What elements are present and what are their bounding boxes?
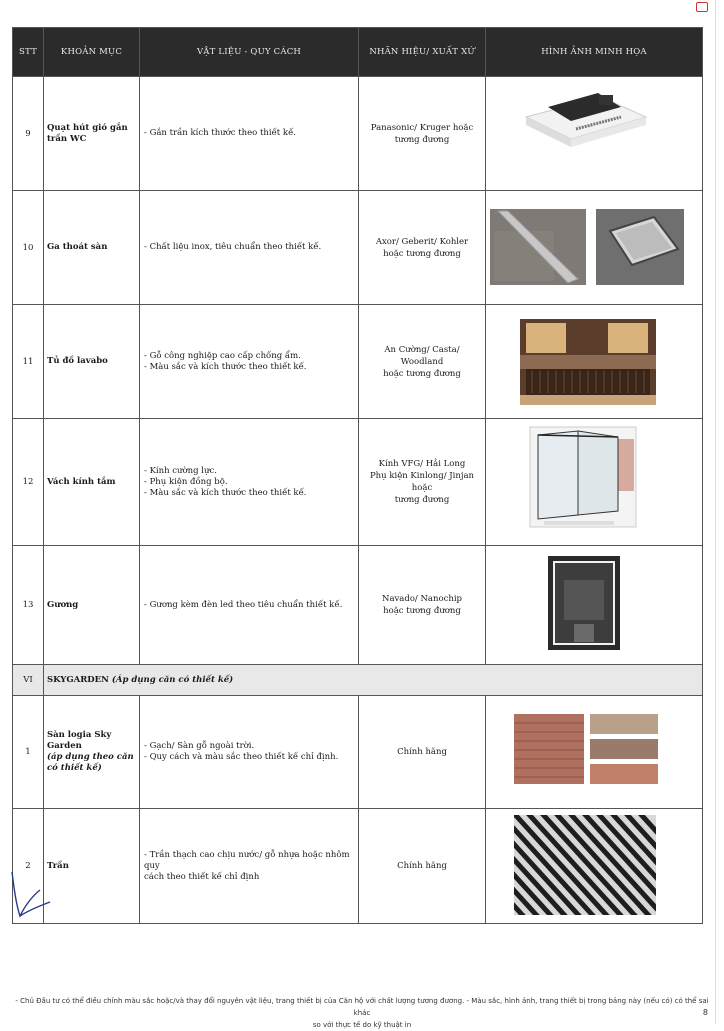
row-stt: 11 [13,305,44,419]
material-line: - Gắn trần kích thước theo thiết kế. [144,128,296,138]
table-row [13,77,703,191]
material-line: - Phụ kiện đồng bộ. [144,476,228,487]
material-line: - Gương kèm đèn led theo tiêu chuẩn thiết kế. [144,599,343,610]
row-item: Gương [44,546,140,665]
row-material [140,191,359,305]
corner-mark [696,2,708,12]
header-image: HÌNH ẢNH MINH HỌA [486,28,703,77]
ceiling-slats-image [486,809,703,923]
row-brand [359,546,486,665]
item-subtitle: (áp dụng theo căn có thiết kế) [47,752,134,773]
row-material [140,419,359,546]
material-line: - Gỗ công nghiệp cao cấp chống ẩm. [144,350,301,361]
row-material [140,77,359,191]
row-brand [359,809,486,924]
led-mirror-image [486,546,703,664]
brand-line: tương đương [394,495,450,505]
row-brand [359,305,486,419]
table-header-row [13,28,703,77]
row-stt: 2 [13,809,44,924]
row-image [486,305,703,419]
row-stt: 12 [13,419,44,546]
row-brand [359,77,486,191]
material-line: - Màu sắc và kích thước theo thiết kế. [144,487,307,498]
material-line: - Chất liệu inox, tiêu chuẩn theo thiết kế. [144,242,322,252]
brand-line: hoặc tương đương [383,248,461,259]
row-stt: 10 [13,191,44,305]
spec-table [12,27,703,924]
row-image [486,696,703,809]
table-row [13,696,703,809]
page-edge-line [715,0,716,1024]
material-line: cách theo thiết kế chỉ định [144,871,260,882]
row-item: Trần [44,809,140,924]
row-image [486,419,703,546]
page-number: 8 [702,1008,708,1017]
brand-line: Navado/ Nanochip [382,594,462,604]
brand-line: An Cường/ Casta/ Woodland [384,344,460,367]
row-material [140,809,359,924]
header-item: KHOẢN MỤC [44,28,140,77]
row-material [140,305,359,419]
row-item [44,696,140,809]
row-item: Vách kính tắm [44,419,140,546]
table-row [13,305,703,419]
brand-line: Chính hãng [397,747,447,757]
row-brand [359,419,486,546]
vanity-cabinet-image [486,305,703,418]
footer-note [12,995,712,1031]
row-brand [359,696,486,809]
section-stt: VI [13,665,44,696]
floor-drain-image [486,191,703,304]
row-stt: 9 [13,77,44,191]
material-line: - Màu sắc và kích thước theo thiết kế. [144,361,307,372]
header-brand: NHÃN HIỆU/ XUẤT XỨ [359,28,486,77]
row-stt: 13 [13,546,44,665]
row-image [486,809,703,924]
row-material [140,546,359,665]
material-line: - Quy cách và màu sắc theo thiết kế chỉ định. [144,752,339,762]
header-stt: STT [13,28,44,77]
brand-line: hoặc tương đương [383,606,461,616]
brand-line: Axor/ Geberit/ Kohler [375,236,469,247]
item-title: Sàn logia Sky Garden [47,730,112,751]
logia-floor-image [486,696,703,808]
signature-mark [6,868,56,928]
row-image [486,546,703,665]
brand-line: Panasonic/ Kruger hoặc [370,122,474,133]
row-image [486,77,703,191]
table-row [13,419,703,546]
row-stt: 1 [13,696,44,809]
row-item: Tủ đồ lavabo [44,305,140,419]
header-material: VẬT LIỆU - QUY CÁCH [140,28,359,77]
row-brand [359,191,486,305]
material-line: - Kính cường lực. [144,465,217,476]
footer-line: so với thực tế do kỹ thuật in [312,1021,412,1029]
brand-line: tương đương [394,134,450,145]
brand-line: Kính VFG/ Hải Long [378,459,466,469]
row-material [140,696,359,809]
section-row [13,665,703,696]
shower-screen-image [486,419,703,545]
material-line: - Trần thạch cao chịu nước/ gỗ nhựa hoặc nhôm quy [144,849,350,871]
ceiling-fan-image [486,77,703,190]
table-row [13,809,703,924]
table-row [13,546,703,665]
section-note: (Áp dụng căn có thiết kế) [111,675,234,685]
row-item: Ga thoát sàn [44,191,140,305]
brand-line: hoặc tương đương [383,368,461,379]
table-row [13,191,703,305]
section-title-text: SKYGARDEN [47,675,109,685]
footer-line: - Chủ Đầu tư có thể điều chỉnh màu sắc hoặc/và thay đổi nguyên vật liệu, trang thiết bị của Căn hộ với chất lượng tương đương. - Màu sắc, hình ảnh, trang thiết bị trong bảng này (nếu có) có thể sai khác [15,997,709,1017]
material-line: - Gạch/ Sàn gỗ ngoài trời. [144,741,255,751]
brand-line: Phụ kiện Kinlong/ Jinjan hoặc [369,471,475,493]
row-image [486,191,703,305]
section-title [44,665,703,696]
row-item: Quạt hút gió gắn trần WC [44,77,140,191]
brand-line: Chính hãng [397,861,447,871]
